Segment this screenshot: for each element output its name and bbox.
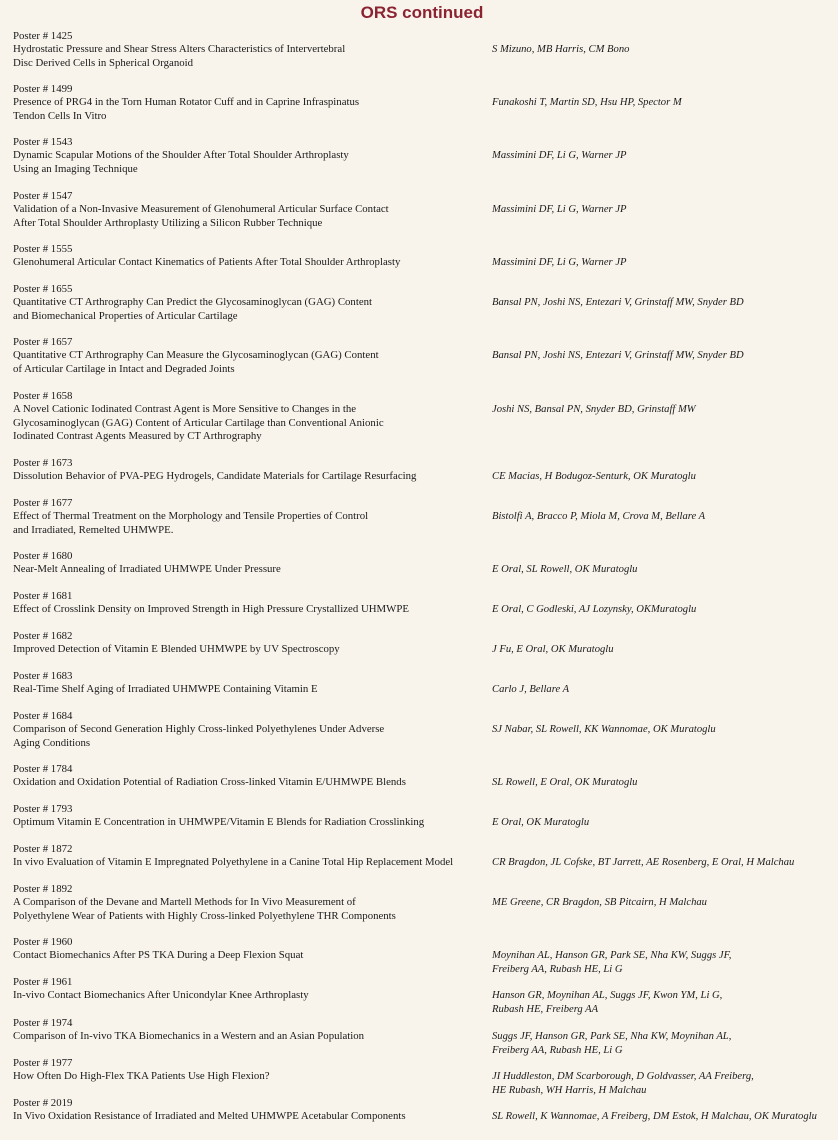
author-line: CE Macias, H Bodugoz-Senturk, OK Muratoglu bbox=[492, 471, 696, 483]
poster-authors bbox=[492, 1070, 754, 1097]
poster-number: Poster # 1425 bbox=[13, 30, 73, 42]
poster-title-line: A Novel Cationic Iodinated Contrast Agent is More Sensitive to Changes in the bbox=[13, 403, 357, 416]
poster-authors bbox=[492, 989, 722, 1016]
poster-authors bbox=[492, 203, 627, 216]
poster-info bbox=[13, 843, 491, 870]
poster-title-line: Real-Time Shelf Aging of Irradiated UHMWPE Containing Vitamin E bbox=[13, 683, 318, 696]
poster-entry bbox=[13, 1017, 833, 1056]
poster-info bbox=[13, 710, 491, 750]
poster-authors bbox=[492, 856, 794, 869]
poster-title-line: and Biomechanical Properties of Articular Cartilage bbox=[13, 309, 238, 322]
poster-entry bbox=[13, 843, 833, 870]
poster-authors bbox=[492, 949, 731, 976]
poster-title-line: Iodinated Contrast Agents Measured by CT Arthrography bbox=[13, 430, 262, 443]
author-line: E Oral, OK Muratoglu bbox=[492, 817, 590, 829]
poster-info bbox=[13, 336, 491, 376]
poster-info bbox=[13, 936, 491, 963]
poster-number: Poster # 1547 bbox=[13, 190, 73, 202]
poster-number: Poster # 1681 bbox=[13, 590, 73, 602]
poster-entry bbox=[13, 710, 833, 750]
poster-authors bbox=[492, 1110, 817, 1123]
poster-number: Poster # 1793 bbox=[13, 803, 73, 815]
poster-authors bbox=[492, 510, 705, 523]
poster-entry bbox=[13, 976, 833, 1015]
poster-info bbox=[13, 283, 491, 323]
poster-entry bbox=[13, 590, 833, 617]
poster-authors bbox=[492, 896, 707, 909]
poster-number: Poster # 1555 bbox=[13, 243, 73, 255]
poster-entry bbox=[13, 1097, 833, 1124]
poster-title-line: Glycosaminoglycan (GAG) Content of Articular Cartilage than Conventional Anionic bbox=[13, 416, 384, 429]
author-line: Massimini DF, Li G, Warner JP bbox=[492, 257, 627, 269]
author-line: Bansal PN, Joshi NS, Entezari V, Grinstaff MW, Snyder BD bbox=[492, 297, 744, 309]
poster-title-line: of Articular Cartilage in Intact and Degraded Joints bbox=[13, 362, 235, 375]
poster-entry bbox=[13, 936, 833, 975]
poster-entry bbox=[13, 283, 833, 323]
poster-entry bbox=[13, 190, 833, 230]
poster-info bbox=[13, 550, 491, 577]
poster-number: Poster # 1683 bbox=[13, 670, 73, 682]
poster-title-line: In Vivo Oxidation Resistance of Irradiated and Melted UHMWPE Acetabular Components bbox=[13, 1110, 406, 1123]
poster-entry bbox=[13, 336, 833, 376]
poster-number: Poster # 1658 bbox=[13, 390, 73, 402]
poster-number: Poster # 1872 bbox=[13, 843, 73, 855]
poster-info bbox=[13, 1097, 491, 1124]
page-title: ORS continued bbox=[360, 3, 484, 22]
poster-authors bbox=[492, 643, 614, 656]
poster-title-line: Hydrostatic Pressure and Shear Stress Alters Characteristics of Intervertebral bbox=[13, 43, 346, 56]
poster-title-line: and Irradiated, Remelted UHMWPE. bbox=[13, 523, 174, 536]
poster-authors bbox=[492, 43, 629, 56]
poster-title-line: Polyethylene Wear of Patients with Highly Cross-linked Polyethylene THR Components bbox=[13, 909, 396, 922]
poster-entry bbox=[13, 803, 833, 830]
poster-info bbox=[13, 763, 491, 790]
poster-authors bbox=[492, 349, 744, 362]
poster-title-line: Oxidation and Oxidation Potential of Radiation Cross-linked Vitamin E/UHMWPE Blends bbox=[13, 776, 406, 789]
author-line: Freiberg AA, Rubash HE, Li G bbox=[492, 963, 623, 975]
poster-entry bbox=[13, 630, 833, 657]
poster-info bbox=[13, 390, 491, 444]
poster-entry bbox=[13, 763, 833, 790]
poster-entry bbox=[13, 30, 833, 70]
poster-info bbox=[13, 976, 491, 1003]
author-line: Suggs JF, Hanson GR, Park SE, Nha KW, Moynihan AL, bbox=[492, 1031, 732, 1043]
poster-number: Poster # 1543 bbox=[13, 136, 73, 148]
poster-title-line: Using an Imaging Technique bbox=[13, 162, 138, 175]
poster-title-line: Presence of PRG4 in the Torn Human Rotator Cuff and in Caprine Infraspinatus bbox=[13, 96, 360, 109]
author-line: Moynihan AL, Hanson GR, Park SE, Nha KW, Suggs JF, bbox=[492, 950, 732, 962]
poster-number: Poster # 1961 bbox=[13, 976, 73, 988]
author-line: Funakoshi T, Martin SD, Hsu HP, Spector M bbox=[492, 97, 682, 109]
author-line: E Oral, SL Rowell, OK Muratoglu bbox=[492, 564, 638, 576]
poster-info bbox=[13, 83, 491, 123]
poster-authors bbox=[492, 723, 716, 736]
author-line: Joshi NS, Bansal PN, Snyder BD, Grinstaff MW bbox=[492, 404, 696, 416]
poster-info bbox=[13, 590, 491, 617]
poster-info bbox=[13, 243, 491, 270]
poster-info bbox=[13, 457, 491, 484]
author-line: SL Rowell, E Oral, OK Muratoglu bbox=[492, 777, 638, 789]
author-line: Freiberg AA, Rubash HE, Li G bbox=[492, 1044, 623, 1056]
poster-number: Poster # 1657 bbox=[13, 336, 73, 348]
poster-authors bbox=[492, 96, 682, 109]
poster-title-line: A Comparison of the Devane and Martell Methods for In Vivo Measurement of bbox=[13, 896, 356, 909]
poster-title-line: Dynamic Scapular Motions of the Shoulder After Total Shoulder Arthroplasty bbox=[13, 149, 349, 162]
poster-title-line: Comparison of Second Generation Highly Cross-linked Polyethylenes Under Adverse bbox=[13, 723, 385, 736]
poster-authors bbox=[492, 403, 696, 416]
poster-info bbox=[13, 803, 491, 830]
poster-number: Poster # 1499 bbox=[13, 83, 73, 95]
poster-title-line: In vivo Evaluation of Vitamin E Impregnated Polyethylene in a Canine Total Hip Replacement Model bbox=[13, 856, 454, 869]
author-line: JI Huddleston, DM Scarborough, D Goldvasser, AA Freiberg, bbox=[492, 1071, 754, 1083]
author-line: Massimini DF, Li G, Warner JP bbox=[492, 204, 627, 216]
poster-title-line: Improved Detection of Vitamin E Blended UHMWPE by UV Spectroscopy bbox=[13, 643, 340, 656]
poster-authors bbox=[492, 603, 696, 616]
poster-number: Poster # 1960 bbox=[13, 936, 73, 948]
poster-title-line: Contact Biomechanics After PS TKA During a Deep Flexion Squat bbox=[13, 949, 304, 962]
poster-number: Poster # 1684 bbox=[13, 710, 73, 722]
author-line: Rubash HE, Freiberg AA bbox=[492, 1003, 599, 1015]
author-line: Bansal PN, Joshi NS, Entezari V, Grinstaff MW, Snyder BD bbox=[492, 350, 744, 362]
poster-authors bbox=[492, 149, 627, 162]
poster-title-line: Quantitative CT Arthrography Can Measure the Glycosaminoglycan (GAG) Content bbox=[13, 349, 379, 362]
poster-title-line: Comparison of In-vivo TKA Biomechanics in a Western and an Asian Population bbox=[13, 1030, 365, 1043]
author-line: Massimini DF, Li G, Warner JP bbox=[492, 150, 627, 162]
poster-authors bbox=[492, 470, 696, 483]
poster-entry bbox=[13, 457, 833, 484]
author-line: HE Rubash, WH Harris, H Malchau bbox=[492, 1084, 647, 1096]
poster-entry bbox=[13, 497, 833, 537]
poster-entry bbox=[13, 1057, 833, 1096]
poster-title-line: Validation of a Non-Invasive Measurement of Glenohumeral Articular Surface Contact bbox=[13, 203, 389, 216]
poster-title-line: Tendon Cells In Vitro bbox=[13, 109, 107, 122]
poster-authors bbox=[492, 563, 637, 576]
author-line: SL Rowell, K Wannomae, A Freiberg, DM Estok, H Malchau, OK Muratoglu bbox=[492, 1111, 817, 1123]
poster-info bbox=[13, 883, 491, 923]
author-line: S Mizuno, MB Harris, CM Bono bbox=[492, 44, 630, 56]
poster-number: Poster # 1677 bbox=[13, 497, 73, 509]
poster-title-line: Near-Melt Annealing of Irradiated UHMWPE Under Pressure bbox=[13, 563, 281, 576]
poster-authors bbox=[492, 683, 569, 696]
poster-number: Poster # 1892 bbox=[13, 883, 73, 895]
poster-authors bbox=[492, 1030, 731, 1057]
poster-info bbox=[13, 1017, 491, 1044]
poster-title-line: Disc Derived Cells in Spherical Organoid bbox=[13, 56, 194, 69]
poster-title-line: Effect of Crosslink Density on Improved Strength in High Pressure Crystallized UHMWPE bbox=[13, 603, 409, 616]
poster-number: Poster # 1974 bbox=[13, 1017, 73, 1029]
poster-title-line: In-vivo Contact Biomechanics After Unicondylar Knee Arthroplasty bbox=[13, 989, 309, 1002]
poster-entry bbox=[13, 550, 833, 577]
author-line: ME Greene, CR Bragdon, SB Pitcairn, H Malchau bbox=[492, 897, 707, 909]
author-line: Hanson GR, Moynihan AL, Suggs JF, Kwon YM, Li G, bbox=[492, 990, 723, 1002]
poster-number: Poster # 1655 bbox=[13, 283, 73, 295]
poster-number: Poster # 1673 bbox=[13, 457, 73, 469]
poster-title-line: Dissolution Behavior of PVA-PEG Hydrogels, Candidate Materials for Cartilage Resurfacing bbox=[13, 470, 417, 483]
poster-number: Poster # 1977 bbox=[13, 1057, 73, 1069]
author-line: J Fu, E Oral, OK Muratoglu bbox=[492, 644, 614, 656]
poster-number: Poster # 1680 bbox=[13, 550, 73, 562]
poster-entry bbox=[13, 390, 833, 444]
poster-title-line: Effect of Thermal Treatment on the Morphology and Tensile Properties of Control bbox=[13, 510, 369, 523]
poster-authors bbox=[492, 816, 589, 829]
poster-title-line: Optimum Vitamin E Concentration in UHMWPE/Vitamin E Blends for Radiation Crosslinking bbox=[13, 816, 425, 829]
author-line: CR Bragdon, JL Cofske, BT Jarrett, AE Rosenberg, E Oral, H Malchau bbox=[492, 857, 795, 869]
poster-info bbox=[13, 190, 491, 230]
author-line: SJ Nabar, SL Rowell, KK Wannomae, OK Muratoglu bbox=[492, 724, 716, 736]
poster-info bbox=[13, 630, 491, 657]
poster-number: Poster # 1682 bbox=[13, 630, 73, 642]
poster-info bbox=[13, 1057, 491, 1084]
poster-info bbox=[13, 497, 491, 537]
poster-authors bbox=[492, 776, 637, 789]
author-line: Bistolfi A, Bracco P, Miola M, Crova M, Bellare A bbox=[492, 511, 706, 523]
poster-info bbox=[13, 30, 491, 70]
poster-entry bbox=[13, 243, 833, 270]
poster-title-line: Glenohumeral Articular Contact Kinematics of Patients After Total Shoulder Arthroplasty bbox=[13, 256, 401, 269]
poster-number: Poster # 1784 bbox=[13, 763, 73, 775]
author-line: Carlo J, Bellare A bbox=[492, 684, 570, 696]
poster-entry bbox=[13, 83, 833, 123]
author-line: E Oral, C Godleski, AJ Lozynsky, OKMuratoglu bbox=[492, 604, 697, 616]
poster-number: Poster # 2019 bbox=[13, 1097, 73, 1109]
poster-entry bbox=[13, 670, 833, 697]
poster-entry bbox=[13, 136, 833, 176]
poster-title-line: Quantitative CT Arthrography Can Predict the Glycosaminoglycan (GAG) Content bbox=[13, 296, 373, 309]
poster-entry bbox=[13, 883, 833, 923]
poster-authors bbox=[492, 256, 627, 269]
poster-info bbox=[13, 670, 491, 697]
poster-info bbox=[13, 136, 491, 176]
poster-title-line: After Total Shoulder Arthroplasty Utilizing a Silicon Rubber Technique bbox=[13, 216, 323, 229]
poster-title-line: How Often Do High-Flex TKA Patients Use High Flexion? bbox=[13, 1070, 270, 1083]
poster-title-line: Aging Conditions bbox=[13, 736, 91, 749]
poster-authors bbox=[492, 296, 744, 309]
